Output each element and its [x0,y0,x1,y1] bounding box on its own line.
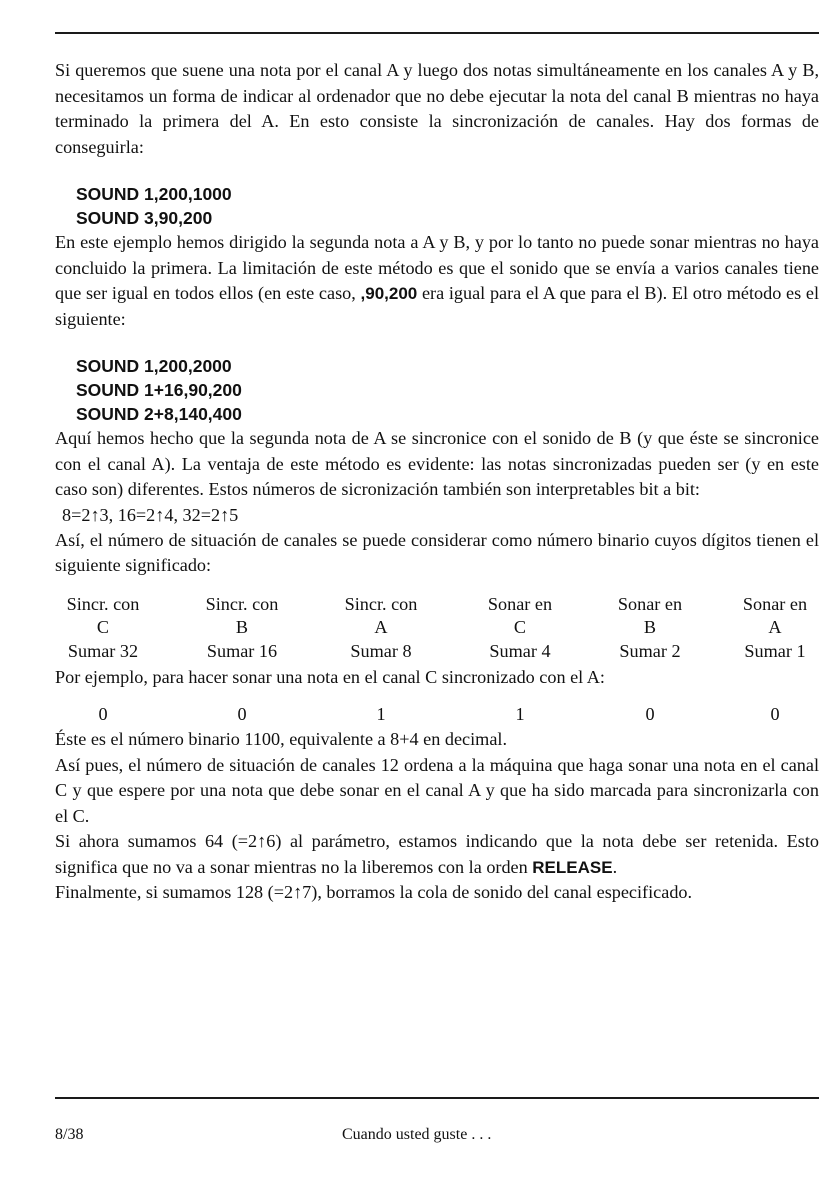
running-title: Cuando usted guste . . . [342,1126,492,1143]
bit-weight: Sumar 4 [489,640,551,661]
flush-paragraph: Finalmente, si sumamos 128 (=2↑7), borramos la cola de sonido del canal especificado. [55,882,693,902]
bit-weight: Sumar 1 [744,640,806,661]
bit-table-column [329,593,433,664]
example-bit: 0 [237,704,247,724]
example-intro-paragraph: Por ejemplo, para hacer sonar una nota en el canal C sincronizado con el A: [55,666,605,687]
bit-weight: Sumar 32 [67,640,139,661]
hold-text: Si ahora sumamos 64 (=2↑6) al parámetro, estamos indicando que la nota debe ser retenida. Esto significa que no va a sonar mientras no la liberemos con la orden [55,831,819,877]
example1-paragraph [55,230,819,332]
bit-table-column [190,593,294,664]
bit-channel: C [513,617,527,637]
header-rule [55,32,819,34]
bit-channel: B [235,617,249,637]
bit-weight: Sumar 16 [206,640,278,661]
bit-channel: A [374,617,388,637]
bit-channel: C [96,617,110,637]
bit-channel: B [643,617,657,637]
footer-rule [55,1097,819,1099]
code-line: SOUND 1,200,2000 [76,356,232,376]
example1-text-end: era igual para el A que para el B). El otro método es el siguiente: [55,283,819,329]
bit-weight: Sumar 8 [350,640,412,661]
twelve-paragraph: Así pues, el número de situación de canales 12 ordena a la máquina que haga sonar una nota en el canal C y que espere por una nota que debe sonar en el canal A y que ha sido marcada para sincronizarla con el C. [55,754,819,826]
bit-table-column [55,593,151,664]
bit-table-column [729,593,821,664]
powers-line: 8=2↑3, 16=2↑4, 32=2↑5 [62,504,239,525]
bit-table-column [473,593,567,664]
example-bit: 0 [770,704,780,724]
example-bit: 1 [376,704,386,724]
binary-intro-paragraph: Así, el número de situación de canales se puede considerar como número binario cuyos dígitos tienen el siguiente significado: [55,529,819,575]
page-body [55,58,819,906]
bit-table-column [603,593,697,664]
bit-channel: A [768,617,782,637]
code-block-1 [76,182,819,230]
intro-paragraph: Si queremos que suene una nota por el canal A y luego dos notas simultáneamente en los canales A y B, necesitamos un forma de indicar al ordenador que no debe ejecutar la nota del canal B mientras no haya terminado la primera del A. En esto consiste la sincronización de canales. Hay dos formas de conseguirla: [55,60,819,157]
code-line: SOUND 2+8,140,400 [76,404,242,424]
code-line: SOUND 3,90,200 [76,208,213,228]
bit-label: Sincr. con [66,593,140,614]
release-keyword: RELEASE [532,857,613,877]
example-bits-row [55,701,819,727]
example1-text: En este ejemplo hemos dirigido la segunda nota a A y B, y por lo tanto no puede sonar mientras no haya concluido la primera. La limitación de este método es que el sonido que se envía a varios canales tiene que ser igual en todos ellos (en este caso, [55,232,819,303]
binary-result-paragraph: Éste es el número binario 1100, equivalente a 8+4 en decimal. [55,729,507,749]
bit-label: Sincr. con [205,593,279,614]
hold-text-end: . [612,856,618,877]
code-line: SOUND 1+16,90,200 [76,380,242,400]
page-number: 8/38 [55,1126,84,1143]
example1-bold-params: ,90,200 [360,284,418,303]
code-block-2 [76,354,819,426]
example-bit: 0 [98,704,108,724]
example2-paragraph: Aquí hemos hecho que la segunda nota de A se sincronice con el sonido de B (y que éste se sincronice con el canal A). La ventaja de este método es evidente: las notas sincronizadas pueden ser (y en este caso son) diferentes. Estos números de sicronización también son interpretables bit a bit: [55,428,819,499]
bit-label: Sonar en [617,593,683,614]
hold-paragraph [55,829,819,880]
bit-label: Sincr. con [344,593,418,614]
bit-weight: Sumar 2 [619,640,681,661]
bit-label: Sonar en [742,593,808,614]
example-bit: 1 [515,704,525,724]
bit-table [55,593,819,665]
bit-label: Sonar en [487,593,553,614]
code-line: SOUND 1,200,1000 [76,184,232,204]
example-bit: 0 [645,704,655,724]
